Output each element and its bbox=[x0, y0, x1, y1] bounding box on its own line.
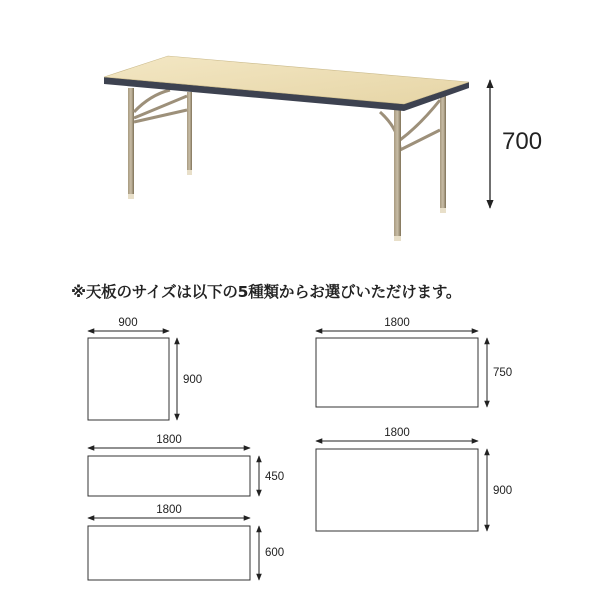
width-label: 1800 bbox=[384, 317, 410, 329]
size-option-3 bbox=[88, 504, 284, 580]
depth-label: 450 bbox=[265, 471, 285, 483]
tabletop-outline bbox=[316, 338, 478, 407]
height-dimension bbox=[490, 80, 542, 208]
size-option-5 bbox=[316, 427, 512, 531]
width-label: 1800 bbox=[384, 427, 410, 439]
foot bbox=[187, 170, 192, 175]
foot bbox=[394, 236, 401, 241]
width-label: 1800 bbox=[156, 434, 182, 446]
depth-label: 600 bbox=[265, 547, 285, 559]
tabletop-outline bbox=[88, 456, 250, 496]
back-left-leg bbox=[128, 88, 134, 196]
depth-label: 750 bbox=[493, 367, 513, 379]
width-label: 900 bbox=[118, 317, 138, 329]
tabletop-outline bbox=[88, 526, 250, 580]
mid-left-leg bbox=[187, 92, 192, 172]
foot bbox=[440, 208, 446, 213]
height-value: 700 bbox=[502, 128, 543, 155]
back-right-leg bbox=[440, 96, 446, 210]
front-leg bbox=[394, 110, 401, 238]
left-brace bbox=[134, 90, 187, 122]
tabletop-outline bbox=[88, 338, 169, 420]
foot bbox=[128, 194, 134, 199]
size-option-1 bbox=[88, 317, 202, 420]
tabletop-outline bbox=[316, 449, 478, 531]
width-label: 1800 bbox=[156, 504, 182, 516]
depth-label: 900 bbox=[493, 485, 513, 497]
size-note: ※天板のサイズは以下の5種類からお選びいただけます。 bbox=[71, 283, 462, 301]
size-option-4 bbox=[316, 317, 512, 407]
depth-label: 900 bbox=[183, 374, 203, 386]
table-illustration bbox=[104, 56, 469, 241]
size-option-2 bbox=[88, 434, 284, 496]
